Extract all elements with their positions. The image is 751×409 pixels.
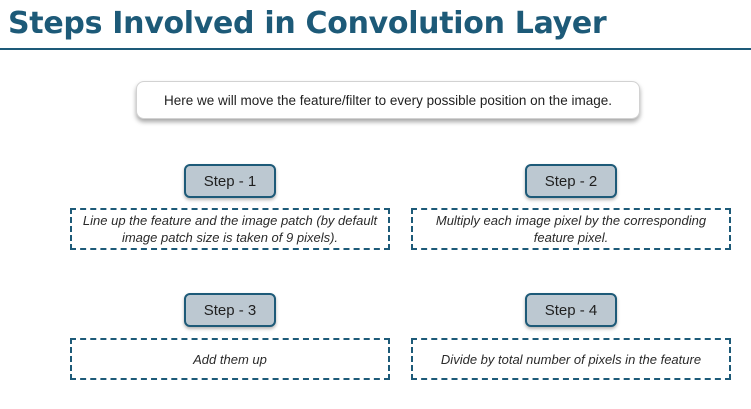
step-4-text: Divide by total number of pixels in the feature <box>440 351 702 367</box>
step-1-button[interactable]: Step - 1 <box>184 164 276 198</box>
step-3-description <box>70 338 390 380</box>
step-3-text: Add them up <box>193 351 267 367</box>
step-1-text: Line up the feature and the image patch (by default image patch size is taken of 9 pixels). <box>82 213 378 245</box>
step-4-description <box>411 338 731 380</box>
step-3-button[interactable]: Step - 3 <box>184 293 276 327</box>
page-title: Steps Involved in Convolution Layer <box>8 6 607 41</box>
step-2-description <box>411 208 731 250</box>
step-1-description <box>70 208 390 250</box>
step-2-text: Multiply each image pixel by the corresponding feature pixel. <box>435 213 707 245</box>
intro-callout <box>136 81 640 119</box>
step-2-button[interactable]: Step - 2 <box>525 164 617 198</box>
title-divider <box>0 48 751 50</box>
step-4-button[interactable]: Step - 4 <box>525 293 617 327</box>
intro-text: Here we will move the feature/filter to every possible position on the image. <box>164 92 612 108</box>
